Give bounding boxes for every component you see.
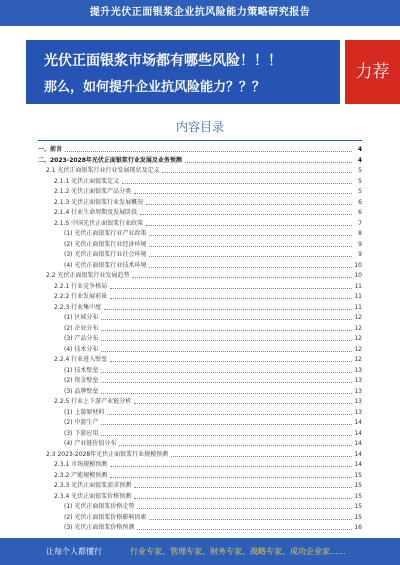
toc-leader-dots [107,408,352,415]
toc-entry-page: 14 [354,461,362,468]
toc-leader-dots [101,324,352,331]
toc-entry-page: 13 [354,377,362,384]
toc-entry-label: 2.1 光伏正面银浆行业行业发展现状及定义 [46,166,161,177]
toc-entry[interactable] [38,156,362,167]
hero-panel [26,40,340,104]
toc-entry-label: 2.3 2023-2028年光伏正面银浆行业规模预测 [46,450,170,461]
toc-entry-label: 2.2.2 行业发展前景 [54,292,109,303]
toc-entry-label: 2.2.1 行业竞争格局 [54,282,109,293]
toc-entry-label: 2.3.1 市场规模预测 [54,460,109,471]
toc-entry[interactable] [38,303,362,314]
toc-entry-page: 11 [354,282,362,290]
toc-entry[interactable] [38,460,362,471]
toc-leader-dots [119,439,352,446]
toc-entry-page: 12 [354,324,362,332]
toc-divider [38,140,362,141]
toc-entry-label: (1) 区域分布 [64,313,100,324]
toc-entry[interactable] [38,408,362,419]
toc-entry-label: (2) 光伏正面银浆行业经济环境 [64,240,148,251]
toc-leader-dots [171,450,352,457]
toc-entry[interactable] [38,418,362,429]
toc-entry-label: 2.1.5 中国光伏正面银浆行业政策 [54,219,145,230]
toc-entry-page: 14 [354,450,362,458]
toc-entry-label: (2) 中游生产 [64,418,100,429]
toc-entry-page: 15 [354,513,362,521]
toc-entry[interactable] [38,292,362,303]
toc-entry-page: 4 [357,146,362,153]
toc-entry[interactable] [38,355,362,366]
toc-entry[interactable] [38,471,362,482]
toc-leader-dots [149,261,352,268]
toc-entry-page: 15 [354,482,362,489]
toc-entry-label: (2) 光伏正面银浆价格影响因素 [64,513,148,524]
toc-leader-dots [134,481,352,488]
toc-entry-label: (4) 产业链价值分布 [64,439,118,450]
toc-entry[interactable] [38,481,362,492]
toc-leader-dots [146,219,352,226]
toc-entry[interactable] [38,282,362,293]
toc-entry[interactable] [38,166,362,177]
toc-entry-label: (3) 产品分布 [64,334,100,345]
toc-leader-dots [65,145,352,152]
toc-leader-dots [137,523,352,530]
toc-entry-page: 14 [354,419,362,426]
toc-leader-dots [134,187,352,194]
toc-leader-dots [110,460,352,467]
toc-entry-label: (3) 光伏正面银浆价格预测 [64,523,136,534]
toc-entry-page: 13 [354,408,362,416]
toc-entry-page: 14 [354,440,362,447]
toc-entry-page: 8 [358,230,362,237]
toc-leader-dots [134,397,352,404]
toc-entry-label: (3) 下游应用 [64,429,100,440]
toc-entry-page: 11 [354,303,362,311]
toc-leader-dots [110,292,352,299]
toc-leader-dots [101,376,352,383]
toc-entry[interactable] [38,345,362,356]
toc-entry[interactable] [38,429,362,440]
toc-entry-label: 2.3.3 光伏正面银浆需求预测 [54,481,133,492]
toc-entry[interactable] [38,366,362,377]
toc-entry-label: 2.1.4 行业生命周期及发展阶段 [54,208,139,219]
toc-entry-label: 2.3.4 光伏正面银浆价格预测 [54,492,133,503]
toc-entry-label: 2.1.2 光伏正面银浆产品分类 [54,187,133,198]
toc-leader-dots [149,513,352,520]
toc-leader-dots [101,345,352,352]
toc-entry[interactable] [38,250,362,261]
toc-leader-dots [162,166,352,173]
toc-entry-page: 9 [358,240,362,248]
toc-leader-dots [101,366,352,373]
toc-entry-page: 15 [354,503,362,510]
toc-entry-label: 2.1.3 光伏正面银浆行业发展概况 [54,198,145,209]
toc-leader-dots [122,177,352,184]
toc-entry[interactable] [38,523,362,534]
toc-entry-label: (2) 企业分布 [64,324,100,335]
toc-entry-label: (3) 品牌壁垒 [64,387,100,398]
footer-bar [0,538,400,565]
toc-entry-page: 5 [358,167,362,174]
toc-entry-page: 12 [354,335,362,342]
toc-leader-dots [101,418,352,425]
toc-entry-page: 11 [354,293,362,300]
toc-entry[interactable] [38,324,362,335]
toc-entry-page: 9 [358,251,362,258]
toc-entry-page: 6 [358,198,362,206]
toc-entry-page: 5 [358,188,362,195]
toc-entry-page: 12 [354,314,362,321]
toc-leader-dots [134,492,352,499]
toc-entry-label: 二、2023-2028年光伏正面银浆行业发展及业务预测 [38,156,184,167]
toc-entry-label: 2.1.1 光伏正面银浆定义 [54,177,121,188]
toc-entry-label: (1) 光伏正面银浆行业产业政策 [64,229,148,240]
toc-leader-dots [149,229,352,236]
toc-leader-dots [110,355,352,362]
toc-entry-label: 2.2.5 行业上下游产业链分析 [54,397,133,408]
toc-leader-dots [110,471,352,478]
toc-entry-page: 13 [354,366,362,374]
toc-entry[interactable] [38,513,362,524]
toc-leader-dots [146,198,352,205]
toc-entry-label: (4) 技术分布 [64,345,100,356]
toc-entry-page: 13 [354,398,362,405]
toc-entry-label: 2.3.2 产能规模预测 [54,471,109,482]
toc-entry-page: 10 [354,261,362,269]
toc-entry-label: 2.2 光伏正面银浆行业发展趋势 [46,271,131,282]
toc-entry-page: 5 [358,177,362,185]
footer-experts: 行业专家、管理专家、财务专家、战略专家、成功企业家…… [130,547,346,556]
toc-entry-page: 15 [354,492,362,500]
toc-entry[interactable] [38,240,362,251]
toc-entry[interactable] [38,198,362,209]
toc-entry[interactable] [38,450,362,461]
toc-entry[interactable] [38,313,362,324]
toc-entry-label: 2.2.4 行业进入壁垒 [54,355,109,366]
toc-leader-dots [132,271,352,278]
toc-leader-dots [185,156,352,163]
toc-entry[interactable] [38,397,362,408]
toc-entry[interactable] [38,439,362,450]
report-title-bar: 提升光伏正面银浆企业抗风险能力策略研究报告 [0,0,400,26]
toc-entry-page: 10 [354,272,362,279]
toc-leader-dots [149,250,352,257]
toc-entry[interactable] [38,334,362,345]
toc-entry[interactable] [38,492,362,503]
toc-entry-label: (2) 资金壁垒 [64,376,100,387]
toc-entry-label: (3) 光伏正面银浆行业社会环境 [64,250,148,261]
table-of-contents [38,145,362,534]
toc-entry-label: 一、前言 [38,145,64,156]
toc-leader-dots [101,334,352,341]
toc-entry[interactable] [38,219,362,230]
toc-entry[interactable] [38,376,362,387]
toc-leader-dots [101,387,352,394]
toc-entry-page: 4 [357,156,362,164]
footer-slogan: 让每个人都懂行 [46,547,102,556]
toc-entry-label: 2.2.3 行业集中度 [54,303,103,314]
toc-leader-dots [101,429,352,436]
toc-entry[interactable] [38,208,362,219]
hero-headline: 光伏正面银浆市场都有哪些风险！！！ [44,53,282,69]
toc-entry-page: 7 [358,219,362,227]
brand-badge: 力荐 [345,40,400,104]
toc-entry[interactable] [38,187,362,198]
toc-entry[interactable] [38,387,362,398]
toc-entry[interactable] [38,229,362,240]
toc-entry-page: 16 [354,524,362,531]
toc-leader-dots [101,313,352,320]
toc-leader-dots [104,303,352,310]
toc-entry-label: (1) 技术壁垒 [64,366,100,377]
hero-banner [0,40,400,104]
toc-entry-label: (1) 光伏正面银浆价格走势 [64,502,136,513]
toc-entry-page: 12 [354,345,362,353]
toc-leader-dots [149,240,352,247]
toc-entry-label: (1) 上游原材料 [64,408,106,419]
toc-entry[interactable] [38,177,362,188]
toc-entry[interactable] [38,271,362,282]
toc-entry[interactable] [38,502,362,513]
toc-leader-dots [137,502,352,509]
toc-leader-dots [110,282,352,289]
toc-heading: 内容目录 [175,120,224,134]
toc-entry[interactable] [38,145,362,156]
toc-entry-page: 14 [354,429,362,437]
toc-leader-dots [140,208,352,215]
toc-entry-page: 12 [354,356,362,363]
hero-subheadline: 那么，如何提升企业抗风险能力？？？ [44,80,266,95]
toc-entry[interactable] [38,261,362,272]
toc-entry-page: 15 [354,471,362,479]
toc-entry-page: 13 [354,387,362,395]
toc-entry-page: 6 [358,209,362,216]
toc-entry-label: (4) 光伏正面银浆行业技术环境 [64,261,148,272]
